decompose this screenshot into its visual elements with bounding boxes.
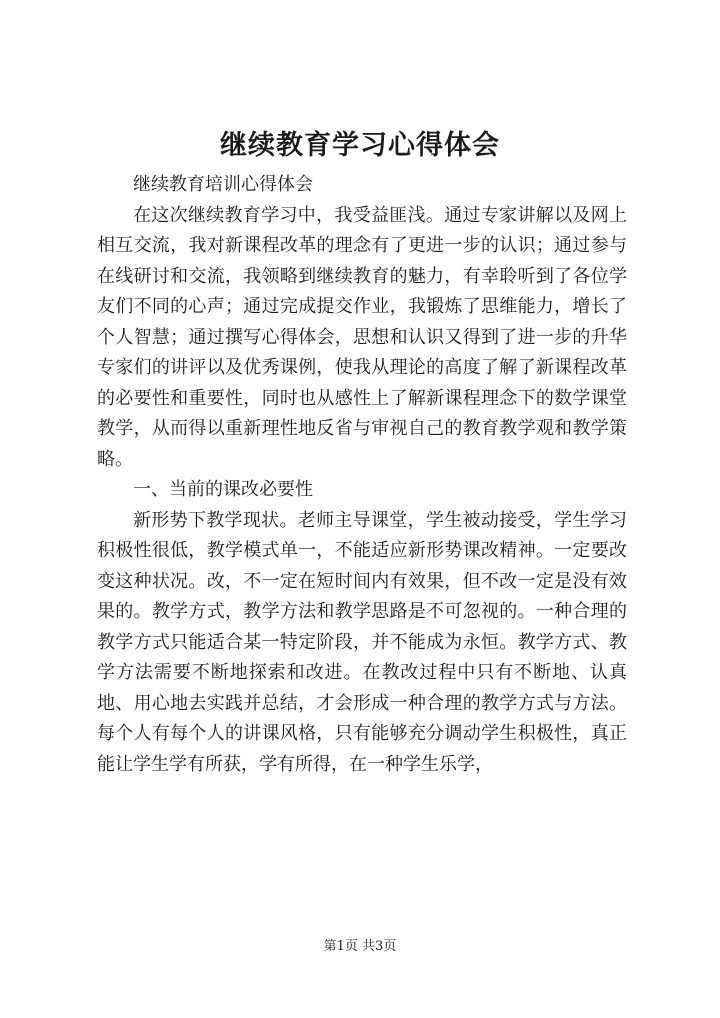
page-footer: 第1页 共3页 [323, 939, 397, 954]
subtitle-paragraph: 继续教育培训心得体会 [133, 174, 313, 195]
document-title: 继续教育学习心得体会 [220, 130, 500, 161]
body-paragraph: 新形势下教学现状。老师主导课堂，学生被动接受，学生学习积极性很低，教学模式单一，不能适应新形势课改精神。一定要改变这种状况。改，不一定在短时间内有效果，但不改一定是没有效果的。教学方式，教学方法和教学思路是不可忽视的。一种合理的教学方式只能适合某一特定阶段，并不能成为永恒。教学方式、教学方法需要不断地探索和改进。在教改过程中只有不断地、认真地、用心地去实践并总结，才会形成一种合理的教学方式与方法。每个人有每个人的讲课风格，只有能够充分调动学生积极性，真正能让学生学有所获，学有所得，在一种学生乐学， [97, 509, 627, 775]
body-paragraph: 在这次继续教育学习中，我受益匪浅。通过专家讲解以及网上相互交流，我对新课程改革的理念有了更进一步的认识；通过参与在线研讨和交流，我领略到继续教育的魅力，有幸聆听到了各位学友们不同的心声；通过完成提交作业，我锻炼了思维能力，增长了个人智慧；通过撰写心得体会，思想和认识又得到了进一步的升华专家们的讲评以及优秀课例，使我从理论的高度了解了新课程改革的必要性和重要性，同时也从感性上了解新课程理念下的数学课堂教学，从而得以重新理性地反省与审视自己的教育教学观和教学策略。 [97, 204, 627, 470]
section-heading: 一、当前的课改必要性 [133, 479, 313, 500]
document-body [97, 170, 627, 780]
